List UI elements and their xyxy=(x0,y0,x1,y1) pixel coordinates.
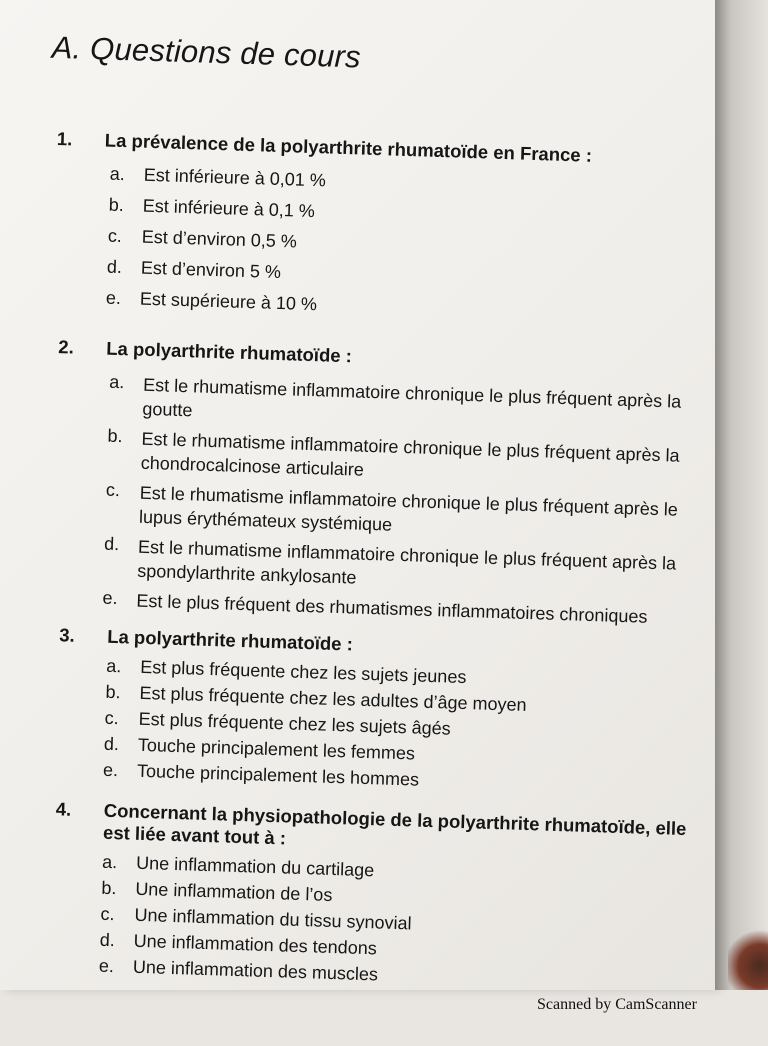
option-text: Est le rhumatisme inflammatoire chronique le plus fréquent après la chondrocalcinose articulaire xyxy=(140,428,680,480)
option-d xyxy=(103,533,677,588)
option-text: Est inférieure à 0,01 % xyxy=(143,164,327,191)
option-letter: a. xyxy=(106,655,122,677)
question-text: La polyarthrite rhumatoïde : xyxy=(106,337,353,367)
option-text: Est le rhumatisme inflammatoire chronique le plus fréquent après la spondylarthrite ankylosante xyxy=(137,536,677,588)
option-text: Une inflammation des muscles xyxy=(132,956,379,985)
option-text: Est d’environ 0,5 % xyxy=(141,226,298,252)
question-text: La prévalence de la polyarthrite rhumatoïde en France : xyxy=(104,129,593,166)
question-1-options xyxy=(105,163,327,319)
option-text: Une inflammation du cartilage xyxy=(135,852,375,881)
option-letter: e. xyxy=(102,759,119,781)
question-3-options xyxy=(102,655,527,790)
option-text: Est plus fréquente chez les adultes d’âge moyen xyxy=(139,682,527,715)
option-text: Est inférieure à 0,1 % xyxy=(142,195,316,222)
option-letter: a. xyxy=(101,851,118,873)
option-c xyxy=(107,225,298,257)
option-letter: b. xyxy=(108,194,125,216)
option-letter: b. xyxy=(105,681,121,703)
question-2-options xyxy=(102,371,682,627)
option-e xyxy=(102,759,420,790)
option-a xyxy=(101,851,375,881)
option-text: Une inflammation des tendons xyxy=(133,930,378,959)
option-c xyxy=(105,479,679,535)
option-text: Une inflammation du tissu synovial xyxy=(134,904,412,934)
option-b xyxy=(101,877,333,905)
option-letter: c. xyxy=(105,479,121,501)
option-text: Touche principalement les hommes xyxy=(136,760,420,790)
option-letter: d. xyxy=(103,733,120,755)
question-number: 4. xyxy=(55,798,72,820)
option-text: Une inflammation de l’os xyxy=(135,878,333,905)
option-text: Est le rhumatisme inflammatoire chronique le plus fréquent après le lupus érythémateux systémique xyxy=(138,482,679,535)
option-a xyxy=(109,163,327,195)
question-4-options xyxy=(98,851,412,985)
option-letter: b. xyxy=(101,877,117,899)
section-title: A. Questions de cours xyxy=(51,29,362,75)
option-letter: c. xyxy=(104,707,120,729)
question-text: Concernant la physiopathologie de la polyarthrite rhumatoïde, elle est liée avant tout à : xyxy=(102,799,687,849)
option-letter: b. xyxy=(107,425,123,447)
option-e xyxy=(105,287,318,319)
option-text: Est plus fréquente chez les sujets âgés xyxy=(138,708,452,739)
question-number: 2. xyxy=(58,336,75,358)
option-text: Est plus fréquente chez les sujets jeunes xyxy=(140,656,467,688)
option-c xyxy=(100,903,412,934)
option-letter: c. xyxy=(100,903,115,925)
option-text: Est d’environ 5 % xyxy=(140,257,282,283)
option-b xyxy=(108,194,316,226)
question-number: 1. xyxy=(56,127,73,150)
option-b xyxy=(106,425,680,480)
option-letter: d. xyxy=(103,533,120,555)
option-letter: c. xyxy=(107,225,123,247)
option-text: Est supérieure à 10 % xyxy=(139,288,318,315)
question-number: 3. xyxy=(58,624,76,646)
option-letter: d. xyxy=(99,929,116,951)
question-text: La polyarthrite rhumatoïde : xyxy=(106,625,354,655)
option-a xyxy=(106,655,467,688)
option-letter: a. xyxy=(109,163,126,185)
option-letter: a. xyxy=(108,371,125,393)
option-d xyxy=(106,256,282,288)
option-text: Est le plus fréquent des rhumatismes inflammatoires chroniques xyxy=(136,590,648,627)
option-a xyxy=(108,371,682,426)
option-c xyxy=(104,707,452,739)
option-d xyxy=(103,733,416,764)
scanner-watermark: Scanned by CamScanner xyxy=(537,996,697,1013)
option-letter: e. xyxy=(105,287,122,309)
option-d xyxy=(99,929,378,959)
option-e xyxy=(102,587,648,627)
option-b xyxy=(105,681,527,715)
option-text: Touche principalement les femmes xyxy=(137,734,416,764)
option-letter: d. xyxy=(106,256,123,278)
option-e xyxy=(98,955,379,985)
option-text: Est le rhumatisme inflammatoire chronique le plus fréquent après la goutte xyxy=(142,374,682,421)
option-letter: e. xyxy=(98,955,115,977)
option-letter: e. xyxy=(102,587,118,609)
